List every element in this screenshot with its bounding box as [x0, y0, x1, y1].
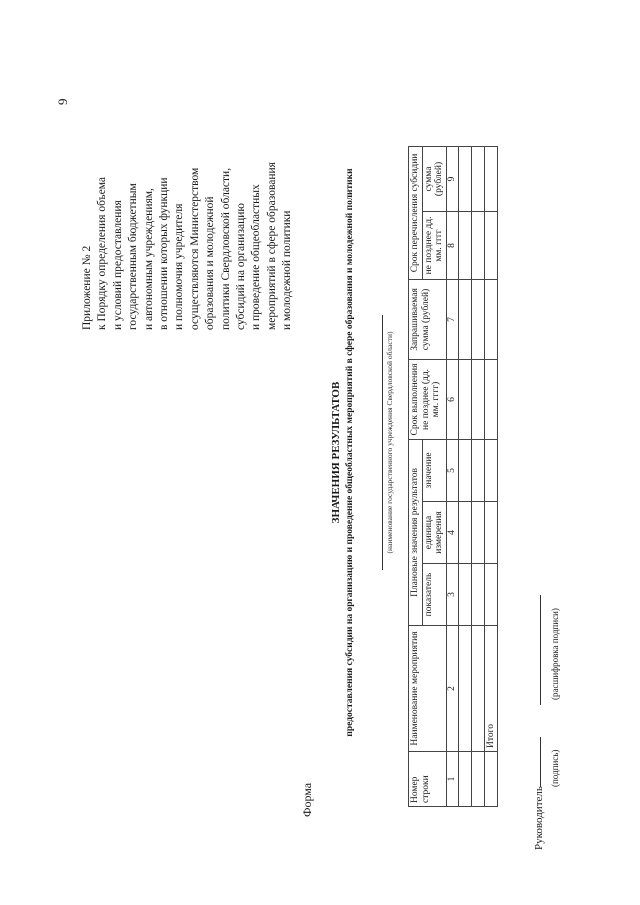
appendix-line: и проведение общеобластных	[250, 184, 263, 330]
header-transfer-date: не позднее дд. мм. гггг	[422, 211, 446, 279]
form-label: Форма	[300, 782, 314, 817]
column-number: 2	[446, 626, 458, 752]
table-row	[458, 146, 471, 806]
header-row-number: Номер строки	[409, 752, 447, 807]
header-requested-sum: Запрашиваемая сумма (рублей)	[409, 279, 447, 359]
column-number: 8	[446, 211, 458, 279]
header-deadline: Срок выполнения не позднее (дд. мм. гггг)	[409, 359, 447, 439]
signature-line	[540, 737, 541, 787]
signature-decode-line	[540, 595, 541, 705]
appendix-block	[80, 10, 296, 330]
total-row	[484, 146, 498, 806]
results-table	[408, 146, 498, 807]
appendix-line: осуществляются Министерством	[188, 167, 201, 330]
table-header-row	[409, 146, 423, 806]
header-transfer-term: Срок перечисления субсидии	[409, 146, 423, 279]
appendix-line: и автономным учреждениям,	[142, 188, 155, 330]
column-number-row	[446, 146, 458, 806]
appendix-line: в отношении которых функции	[158, 177, 171, 330]
organization-name-line	[382, 315, 383, 570]
appendix-line: и условий предоставления	[111, 200, 124, 330]
header-unit: единица измерения	[422, 502, 446, 564]
header-indicator: показатель	[422, 564, 446, 626]
appendix-line: образования и молодежной	[204, 196, 217, 330]
column-number: 9	[446, 146, 458, 211]
table-row	[471, 146, 484, 806]
signature-decode-caption: (расшифровка подписи)	[550, 608, 560, 700]
appendix-title: Приложение № 2	[81, 245, 93, 330]
total-label: Итого	[484, 626, 498, 752]
header-planned-values: Плановые значения результатов	[409, 439, 423, 625]
appendix-line: субсидий на организацию	[235, 202, 248, 330]
column-number: 4	[446, 502, 458, 564]
column-number: 1	[446, 752, 458, 807]
column-number: 5	[446, 439, 458, 501]
page-number: 9	[55, 98, 70, 105]
signature-caption: (подпись)	[550, 749, 560, 787]
appendix-line: мероприятий в сфере образования	[265, 162, 278, 330]
appendix-line: государственным бюджетным	[127, 183, 140, 330]
appendix-line: к Порядку определения объема	[96, 176, 109, 330]
appendix-line: и молодежной политики	[281, 210, 294, 330]
organization-caption: (наименование государственного учреждения Свердловской области)	[385, 331, 394, 554]
header-transfer-sum: сумма (рублей)	[422, 146, 446, 211]
header-value: значение	[422, 439, 446, 501]
appendix-line: политики Свердловской области,	[219, 167, 232, 330]
column-number: 6	[446, 359, 458, 439]
document-title: ЗНАЧЕНИЯ РЕЗУЛЬТАТОВ	[330, 381, 342, 524]
document-subtitle: предоставления субсидии на организацию и проведение общеобластных мероприятий в сфере образования и молодежной политики	[345, 168, 355, 737]
head-signature-label: Руководитель	[533, 786, 545, 850]
column-number: 7	[446, 279, 458, 359]
appendix-line: и полномочия учредителя	[173, 203, 186, 330]
column-number: 3	[446, 564, 458, 626]
header-event-name: Наименование мероприятия	[409, 626, 447, 752]
